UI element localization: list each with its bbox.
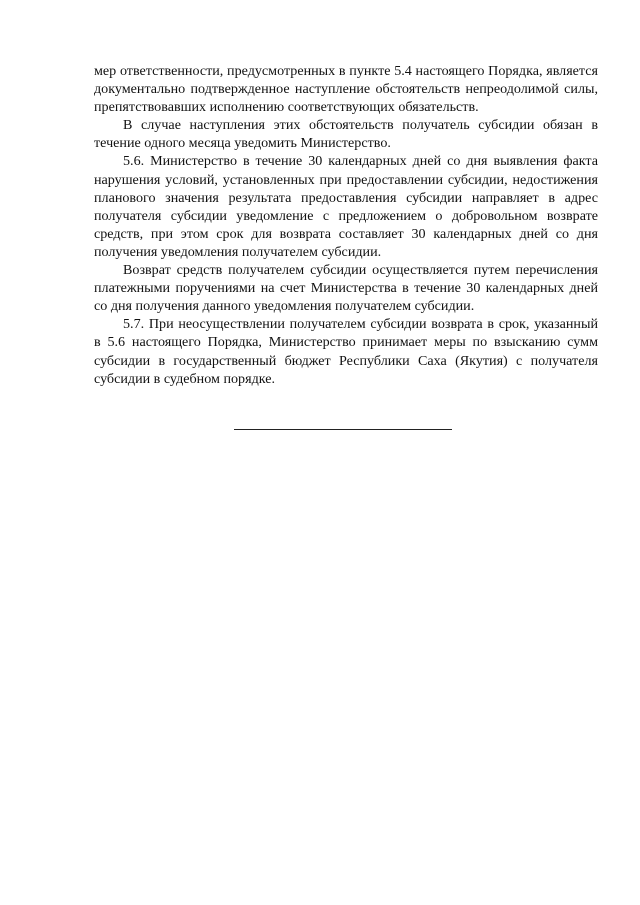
paragraph-5-6: 5.6. Министерство в течение 30 календарных дней со дня выявления факта нарушения условий, установленных при предоставлении субсидии, недостижения планового значения результата предоставления субсидии направляет в адрес получателя субсидии уведомление с предложением о добровольном возврате средств, при этом срок для возврата составляет 30 календарных дней со дня получения уведомления получателем субсидии. bbox=[94, 153, 598, 260]
paragraph-refund: Возврат средств получателем субсидии осуществляется путем перечисления платежными поручениями на счет Министерства в течение 30 календарных дней со дня получения данного уведомления получателем субсидии. bbox=[94, 262, 598, 315]
end-separator-line bbox=[234, 429, 452, 430]
paragraph-5-7: 5.7. При неосуществлении получателем субсидии возврата в срок, указанный в 5.6 настоящего Порядка, Министерство принимает меры по взысканию сумм субсидии в государственный бюджет Республики Саха (Якутия) с получателя субсидии в судебном порядке. bbox=[94, 316, 598, 387]
document-body bbox=[94, 62, 598, 388]
paragraph-continuation: мер ответственности, предусмотренных в пункте 5.4 настоящего Порядка, является документально подтвержденное наступление обстоятельств непреодолимой силы, препятствовавших исполнению соответствующих обязательств. bbox=[94, 63, 598, 116]
paragraph-notification: В случае наступления этих обстоятельств получатель субсидии обязан в течение одного месяца уведомить Министерство. bbox=[94, 117, 598, 152]
